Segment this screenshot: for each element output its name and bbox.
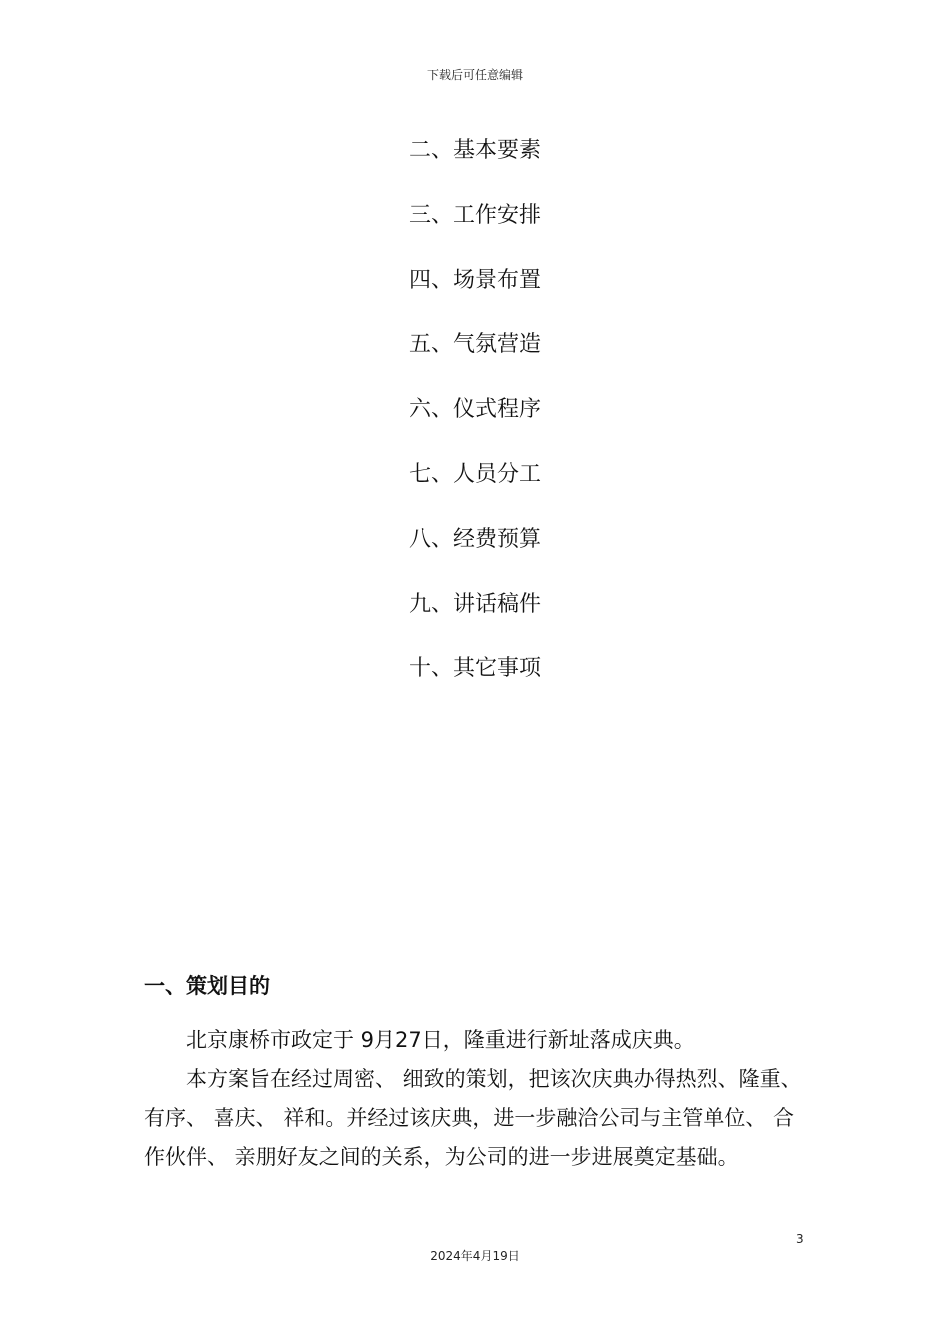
section-body — [144, 1021, 808, 1177]
toc-item-10: 十、其它事项 — [408, 656, 541, 682]
header-note: 下载后可任意编辑 — [426, 68, 523, 82]
toc-item-2: 二、基本要素 — [408, 138, 541, 163]
toc-item-5: 五、气氛营造 — [408, 332, 541, 358]
paragraph: 本方案旨在经过周密、 细致的策划，把该次庆典办得热烈、隆重、 有序、 喜庆、 祥和。并经过该庆典，进一步融洽公司与主管单位、 合作伙伴、 亲朋好友之间的关系，为公司的进一步进展奠定基础。 — [144, 1067, 802, 1169]
paragraph: 北京康桥市政定于 9月27日，隆重进行新址落成庆典。 — [186, 1028, 695, 1052]
toc-item-9: 九、讲话稿件 — [408, 591, 541, 617]
page-number: 3 — [796, 1232, 804, 1246]
toc-item-6: 六、仪式程序 — [408, 397, 541, 423]
section-heading: 一、策划目的 — [144, 974, 270, 998]
toc-item-8: 八、经费预算 — [408, 526, 541, 552]
toc-item-7: 七、人员分工 — [408, 461, 541, 487]
table-of-contents — [0, 132, 950, 715]
footer-date: 2024年4月19日 — [430, 1249, 520, 1263]
toc-item-4: 四、场景布置 — [408, 267, 541, 293]
toc-item-3: 三、工作安排 — [408, 202, 541, 228]
